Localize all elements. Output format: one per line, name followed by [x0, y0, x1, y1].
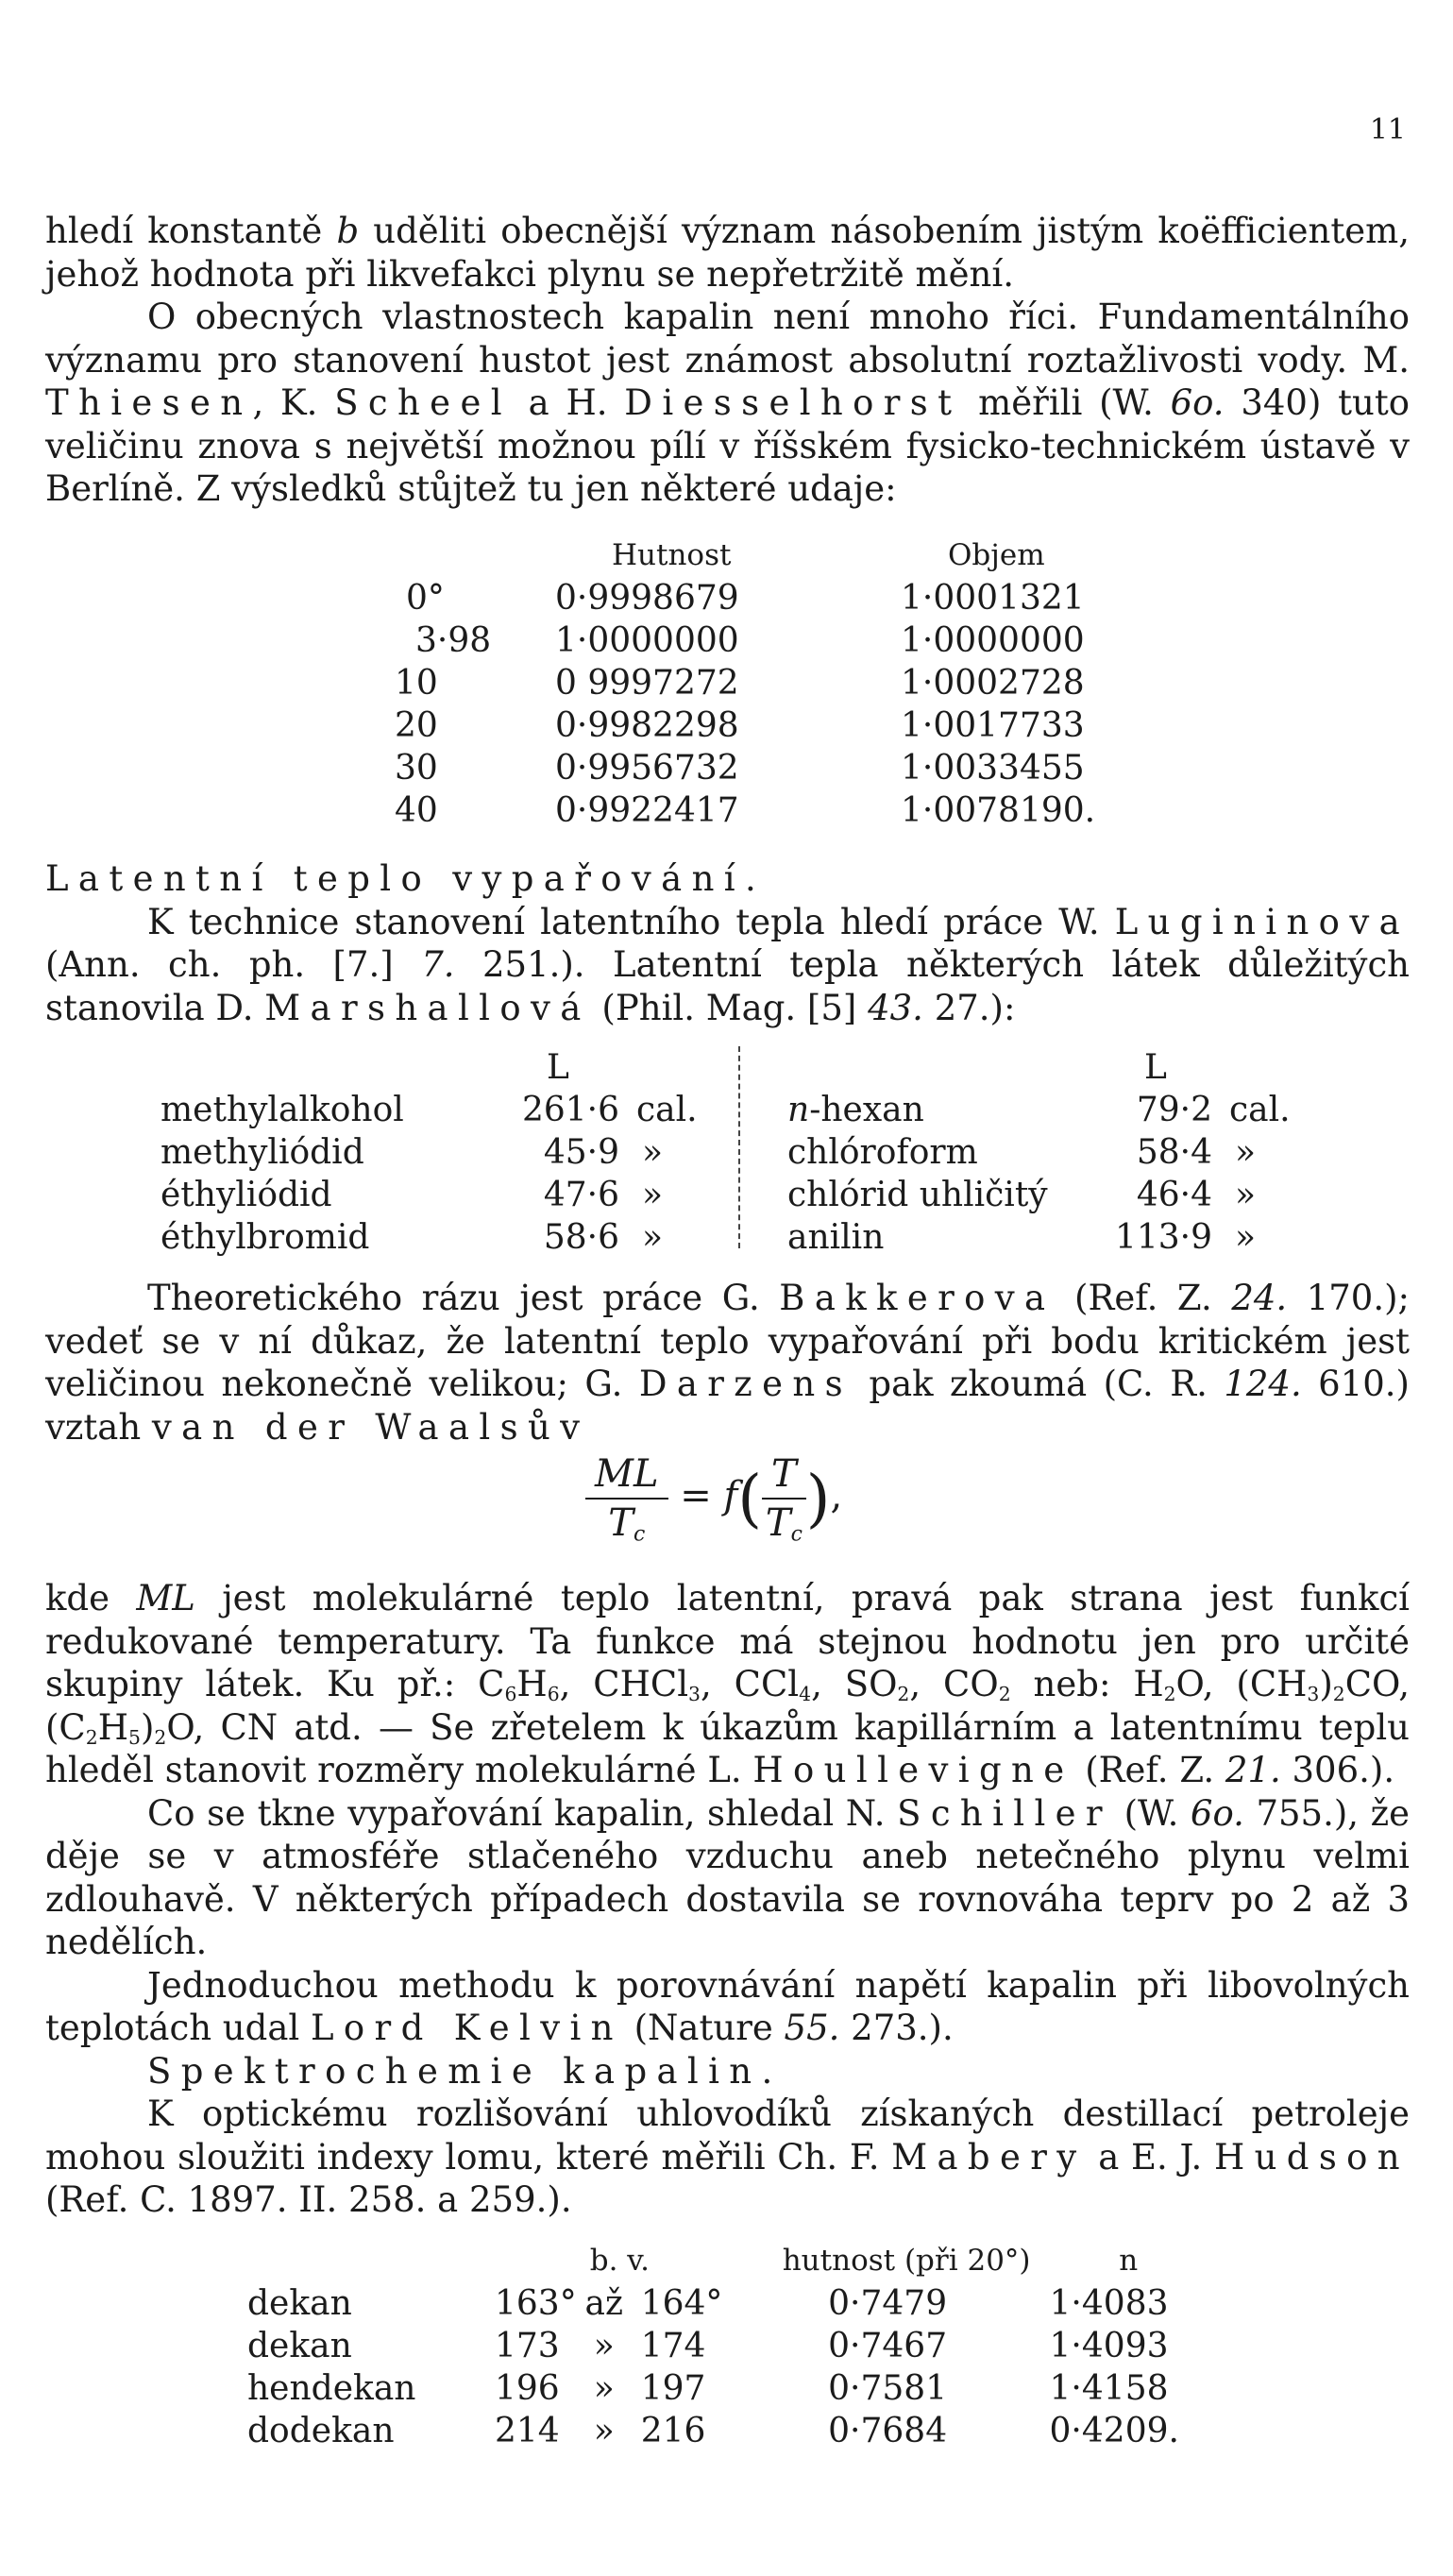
latent-heat-table-right: [787, 1046, 1291, 1259]
text-block-bakker: [45, 1277, 1410, 1449]
table-row: 10 0 9997272 1·0002728: [395, 664, 1085, 703]
section-heading-spectrochemistry: Spektrochemie kapalin.: [147, 2050, 783, 2092]
header-objem: Objem: [948, 538, 1045, 572]
text-block-rest: [45, 1577, 1410, 2222]
latent-heat-table-left: [161, 1046, 698, 1259]
paragraph-konstanta: hledí konstantě b uděliti obecnější význam násobením jistým koëfficientem, jehož hodnota při likvefakci plynu se nepřetržitě mění.: [45, 211, 1410, 295]
paragraph-mabery: K optickému rozlišování uhlovodíků získaných destillací petroleje mohou sloužiti indexy lomu, které měřili Ch. F. Mabery a E. J. Hudson (Ref. C. 1897. II. 258. a 259.).: [45, 2093, 1410, 2220]
formula-fraction: $\frac{ML}{T_c}$: [585, 1452, 668, 1545]
table-row: chlóroform 58·4 »: [787, 1133, 1257, 1172]
table-row: dekan 163° až 164° 0·7479 1·4083: [247, 2284, 1169, 2323]
table-row: éthylbromid 58·6 »: [161, 1218, 664, 1257]
header-n: n: [1119, 2244, 1139, 2278]
paragraph-schiller: Co se tkne vypařování kapalin, shledal N. Schiller (W. 6o. 755.), že děje se v atmosféře stlačeného vzduchu aneb netečného plynu velmi zdlouhavě. V některých případech dostavila se rovnováha teprv po 2 až 3 nedělích.: [45, 1792, 1411, 1962]
table-row: n-hexan 79·2 cal.: [787, 1091, 1291, 1129]
table-row: methyliódid 45·9 »: [161, 1133, 664, 1172]
table-row: 20 0·9982298 1·0017733: [395, 706, 1085, 745]
header-bv: b. v.: [589, 2244, 650, 2278]
header-l-right: L: [1144, 1048, 1167, 1087]
section-heading-latent-heat: Latentní teplo vypařování.: [45, 858, 767, 899]
table-row: 3·98 1·0000000 1·0000000: [415, 621, 1085, 660]
table-row: 40 0·9922417 1·0078190.: [395, 791, 1096, 830]
header-hutnost-20: hutnost (při 20°): [782, 2244, 1031, 2278]
table-row: 0° 0·9998679 1·0001321: [406, 579, 1085, 618]
page-number: 11: [1369, 113, 1406, 146]
table-divider: [738, 1046, 740, 1248]
density-volume-table: [395, 534, 1095, 832]
paragraph-kelvin: Jednoduchou methodu k porovnávání napětí kapalin při libovolných teplotách udal Lord Kelvin (Nature 55. 273.).: [45, 1964, 1410, 2048]
text-block-intro: [45, 210, 1410, 511]
table-row: dodekan 214 » 216 0·7684 0·4209.: [247, 2412, 1179, 2450]
header-hutnost: Hutnost: [612, 538, 732, 572]
hydrocarbon-table: [247, 2240, 1179, 2452]
table-row: 30 0·9956732 1·0033455: [395, 749, 1085, 788]
table-row: éthyliódid 47·6 »: [161, 1176, 664, 1214]
text-block-latent-heat: [45, 857, 1410, 1029]
table-row: dekan 173 » 174 0·7467 1·4093: [247, 2327, 1169, 2365]
table-row: chlórid uhličitý 46·4 »: [787, 1176, 1257, 1214]
paragraph-kapaliny: O obecných vlastnostech kapalin není mnoho říci. Fundamentálního významu pro stanovení hustot jest známost absolutní roztažlivosti vody. M. Thiesen, K. Scheel a H. Diesselhorst měřili (W. 6o. 340) tuto veličinu znova s největší možnou pílí v říšském fysicko-technickém ústavě v Berlíně. Z výsledků stůjtež tu jen některé udaje:: [45, 297, 1411, 509]
table-row: methylalkohol 261·6 cal.: [161, 1091, 698, 1129]
formula-van-der-waals: $\frac{ML}{T_c}$ = f( $\frac{T}{T_c}$ ),: [585, 1452, 842, 1545]
formula-inner-fraction: $\frac{T}{T_c}$: [762, 1452, 806, 1545]
paragraph-ml: kde ML jest molekulárné teplo latentní, pravá pak strana jest funkcí redukované temperatury. Ta funkce má stejnou hodnotu jen pro určité skupiny látek. Ku př.: $C_6H_6$, CHCl$_3$, CCl$_4$, $SO_2$, $CO_2$ neb: $H_2O$, $(CH_3)_2CO$, $(C_2H_5)_2O$, CN atd. — Se zřetelem k úkazům kapillárním a latentnímu teplu hleděl stanovit rozměry molekulárné L. Houllevigne (Ref. Z. 21. 306.).: [45, 1578, 1410, 1790]
table-row: hendekan 196 » 197 0·7581 1·4158: [247, 2369, 1169, 2408]
table-row: anilin 113·9 »: [787, 1218, 1257, 1257]
paragraph-lugininov: K technice stanovení latentního tepla hledí práce W. Lugininova (Ann. ch. ph. [7.] 7. 251.). Latentní tepla některých látek důležitých stanovila D. Marshallová (Phil. Mag. [5] 43. 27.):: [45, 901, 1410, 1028]
paragraph-bakker: Theoretického rázu jest práce G. Bakkerova (Ref. Z. 24. 170.); vedeť se v ní důkaz, že latentní teplo vypařování při bodu kritickém jest veličinou nekonečně velikou; G. Darzens pak zkoumá (C. R. 124. 610.) vztah van der Waalsův: [45, 1278, 1411, 1448]
header-l-left: L: [547, 1048, 569, 1087]
